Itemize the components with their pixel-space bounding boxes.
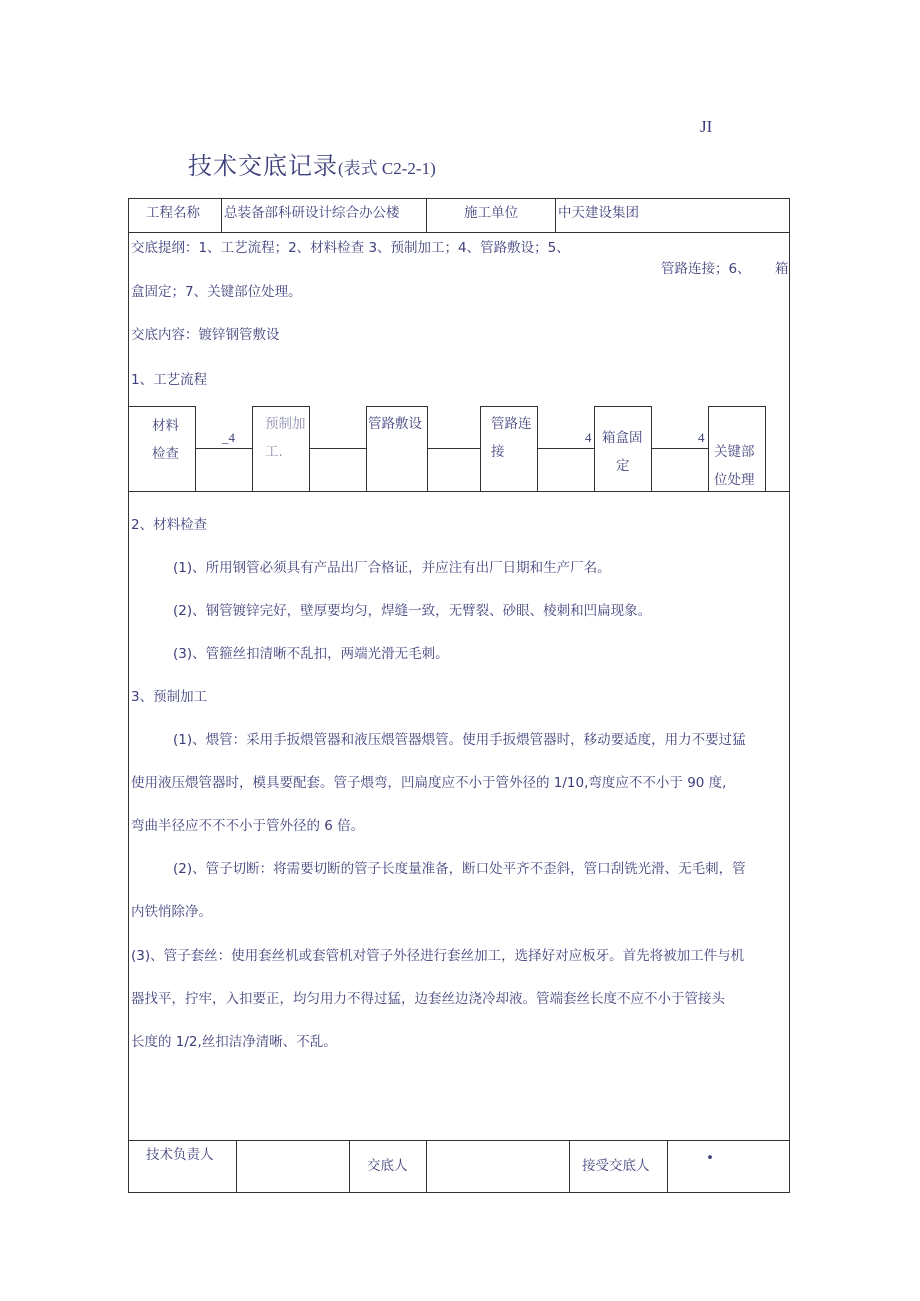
flow-step-2-line-1: 预制加 <box>265 416 306 432</box>
table-bottom-border <box>128 1192 790 1193</box>
form-code: (表式 C2-2-1) <box>338 159 436 178</box>
corner-mark: JI <box>700 117 713 136</box>
construction-unit-label: 施工单位 <box>464 205 518 221</box>
flow-step-3-line-1: 管路敷设 <box>368 416 422 432</box>
construction-unit-value: 中天建设集团 <box>558 205 639 221</box>
section-2-item-1: (1)、所用钢管必须具有产品出厂合格证，并应注有出厂日期和生产厂名。 <box>173 560 611 576</box>
section-3-p3-line-2: 器找平，拧牢，入扣要正，均匀用力不得过猛，边套丝边浇冷却液。管端套丝长度不应不小于管接头 <box>131 991 725 1007</box>
discloser-label: 交底人 <box>367 1158 408 1174</box>
info-divider-1 <box>221 198 222 232</box>
flow-arrow-mark-1: _4 <box>222 430 235 445</box>
flow-connector-1 <box>196 448 252 449</box>
outline-line-1: 交底提纲：1、工艺流程；2、材料检查 3、预制加工；4、管路敷设；5、 <box>131 240 570 256</box>
section-3-p1-line-1: (1)、煨管：采用手扳煨管器和液压煨管器煨管。使用手扳煨管器时，移动要适度，用力不要过猛 <box>173 732 746 748</box>
flow-bottom-border <box>128 491 790 492</box>
outline-line-2: 管路连接；6、 <box>661 261 751 277</box>
flow-step-6-line-2: 位处理 <box>714 472 755 488</box>
section-2-heading: 2、材料检查 <box>131 517 208 533</box>
section-3-p3-line-3: 长度的 1/2,丝扣洁净清晰、不乱。 <box>131 1034 337 1050</box>
footer-divider-2 <box>349 1140 350 1192</box>
footer-divider-3 <box>426 1140 427 1192</box>
table-left-border <box>128 198 129 1193</box>
flow-step-1-line-1: 材料 <box>152 418 179 434</box>
project-name-label: 工程名称 <box>146 205 200 221</box>
page-title <box>188 146 436 181</box>
section-3-heading: 3、预制加工 <box>131 689 208 705</box>
flow-arrow-mark-2: 4 <box>585 430 592 445</box>
footer-divider-4 <box>569 1140 570 1192</box>
info-divider-2 <box>426 198 427 232</box>
outline-line-3: 盒固定；7、关键部位处理。 <box>131 284 302 300</box>
flow-connector-5 <box>652 448 708 449</box>
content-heading: 交底内容：镀锌钢管敷设 <box>131 327 280 343</box>
section-3-p3-line-1: (3)、管子套丝：使用套丝机或套管机对管子外径进行套丝加工，选择好对应板牙。首先将被加工件与机 <box>131 948 745 964</box>
section-2-item-2: (2)、钢管镀锌完好，壁厚要均匀，焊缝一致，无臂裂、砂眼、棱刺和凹扁现象。 <box>173 603 652 619</box>
table-right-border <box>789 198 790 1193</box>
section-3-p1-line-2: 使用液压煨管器时，模具要配套。管子煨弯，凹扁度应不小于管外径的 1/10,弯度应不不小于 90 度, <box>131 775 727 791</box>
section-1-heading: 1、工艺流程 <box>131 372 208 388</box>
tech-lead-label: 技术负责人 <box>146 1147 214 1163</box>
footer-divider-1 <box>236 1140 237 1192</box>
receiver-label: 接受交底人 <box>582 1158 650 1174</box>
section-3-p2-line-2: 内铁悄除净。 <box>131 904 212 920</box>
flow-connector-4 <box>538 448 594 449</box>
flow-step-1-line-2: 检查 <box>152 446 179 462</box>
flow-step-4-line-2: 接 <box>491 444 505 460</box>
section-3-p1-line-3: 弯曲半径应不不不小于管外径的 6 倍。 <box>131 818 365 834</box>
flow-connector-3 <box>428 448 480 449</box>
flow-arrow-mark-3: 4 <box>698 430 705 445</box>
title-text: 技术交底记录 <box>188 152 338 180</box>
outline-line-2-end: 箱 <box>775 261 789 277</box>
flow-step-2-line-2: 工. <box>265 444 283 460</box>
flow-connector-2 <box>310 448 366 449</box>
info-divider-3 <box>555 198 556 232</box>
flow-step-6-line-1: 关键部 <box>714 444 755 460</box>
receiver-signature: • <box>706 1150 714 1166</box>
footer-divider-5 <box>667 1140 668 1192</box>
table-top-border <box>128 198 790 199</box>
flow-step-5-line-1: 箱盒固 <box>602 430 643 446</box>
flow-step-4-line-1: 管路连 <box>491 416 532 432</box>
section-3-p2-line-1: (2)、管子切断：将需要切断的管子长度量准备，断口处平齐不歪斜，管口刮铣光滑、无毛刺，管 <box>173 861 746 877</box>
footer-top-border <box>128 1140 790 1141</box>
flow-step-5-line-2: 定 <box>616 458 630 474</box>
project-name-value: 总装备部科研设计综合办公楼 <box>224 205 400 221</box>
section-2-item-3: (3)、管箍丝扣清晰不乱扣，两端光滑无毛刺。 <box>173 646 449 662</box>
info-row-border <box>128 232 790 233</box>
